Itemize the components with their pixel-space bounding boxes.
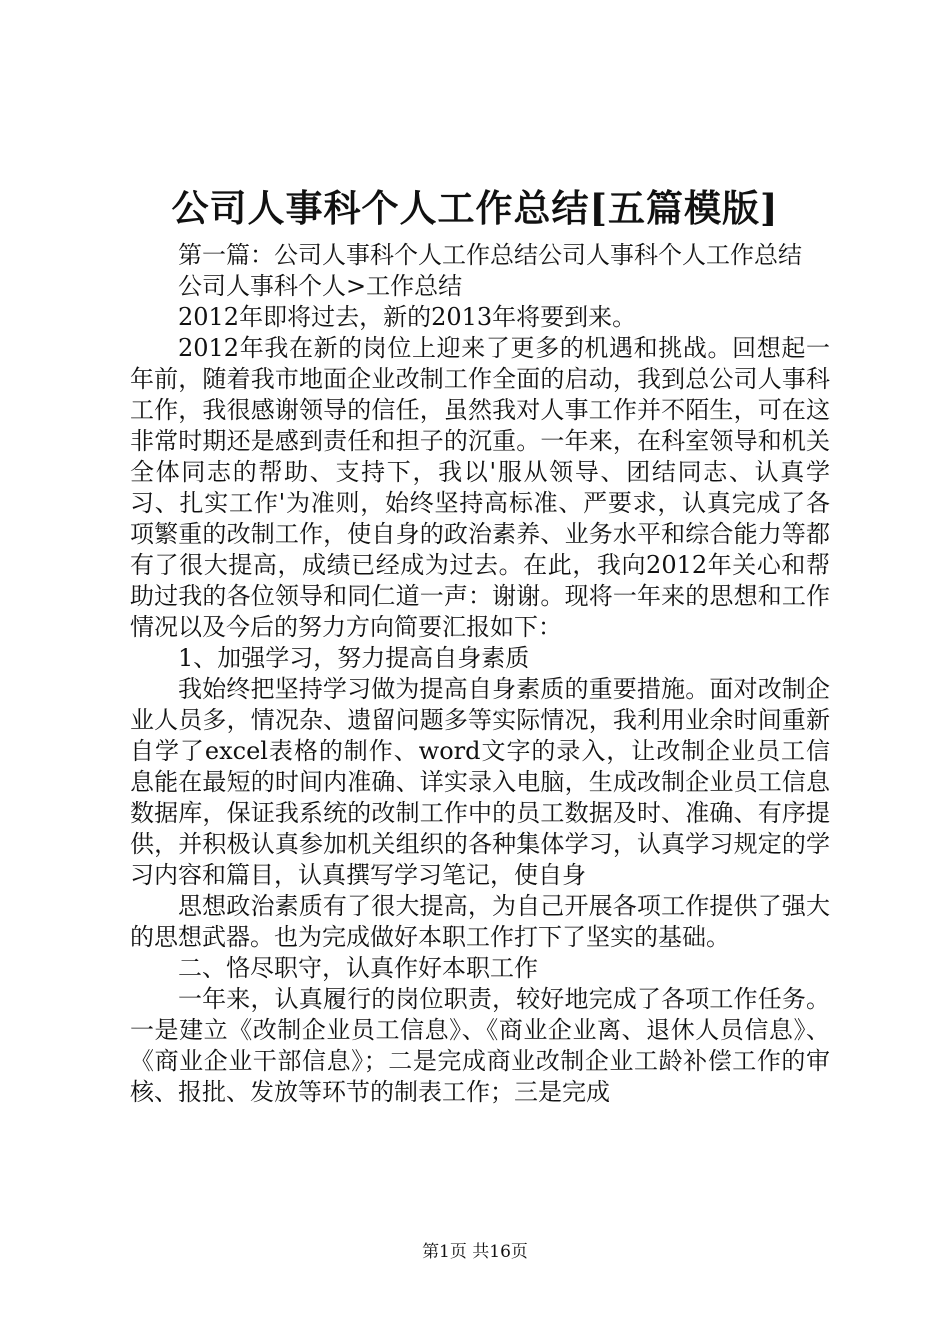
document-body	[130, 240, 830, 1108]
paragraph-1: 第一篇：公司人事科个人工作总结公司人事科个人工作总结	[178, 241, 802, 269]
paragraph-2: 公司人事科个人>工作总结	[178, 272, 463, 300]
paragraph-3: 2012年即将过去，新的2013年将要到来。	[178, 303, 637, 331]
paragraph-6: 思想政治素质有了很大提高，为自己开展各项工作提供了强大的思想武器。也为完成做好本职工作打下了坚实的基础。	[130, 892, 830, 951]
page-footer: 第1页 共16页	[422, 1242, 528, 1262]
section-heading-2: 二、恪尽职守，认真作好本职工作	[178, 954, 538, 982]
section-heading-1: 1、加强学习，努力提高自身素质	[178, 644, 530, 672]
document-title: 公司人事科个人工作总结[五篇模版]	[171, 186, 779, 230]
paragraph-4: 2012年我在新的岗位上迎来了更多的机遇和挑战。回想起一年前，随着我市地面企业改制工作全面的启动，我到总公司人事科工作，我很感谢领导的信任，虽然我对人事工作并不陌生，可在这非常时期还是感到责任和担子的沉重。一年来，在科室领导和机关全体同志的帮助、支持下，我以'服从领导、团结同志、认真学习、扎实工作'为准则，始终坚持高标准、严要求，认真完成了各项繁重的改制工作，使自身的政治素养、业务水平和综合能力等都有了很大提高，成绩已经成为过去。在此，我向2012年关心和帮助过我的各位领导和同仁道一声：谢谢。现将一年来的思想和工作情况以及今后的努力方向简要汇报如下：	[130, 334, 830, 641]
paragraph-5: 我始终把坚持学习做为提高自身素质的重要措施。面对改制企业人员多，情况杂、遗留问题多等实际情况，我利用业余时间重新自学了excel表格的制作、word文字的录入，让改制企业员工信息能在最短的时间内准确、详实录入电脑，生成改制企业员工信息数据库，保证我系统的改制工作中的员工数据及时、准确、有序提供，并积极认真参加机关组织的各种集体学习，认真学习规定的学习内容和篇目，认真撰写学习笔记，使自身	[130, 675, 830, 889]
paragraph-7: 一年来，认真履行的岗位职责，较好地完成了各项工作任务。一是建立《改制企业员工信息》、《商业企业离、退休人员信息》、《商业企业干部信息》；二是完成商业改制企业工龄补偿工作的审核、报批、发放等环节的制表工作；三是完成	[130, 985, 830, 1106]
